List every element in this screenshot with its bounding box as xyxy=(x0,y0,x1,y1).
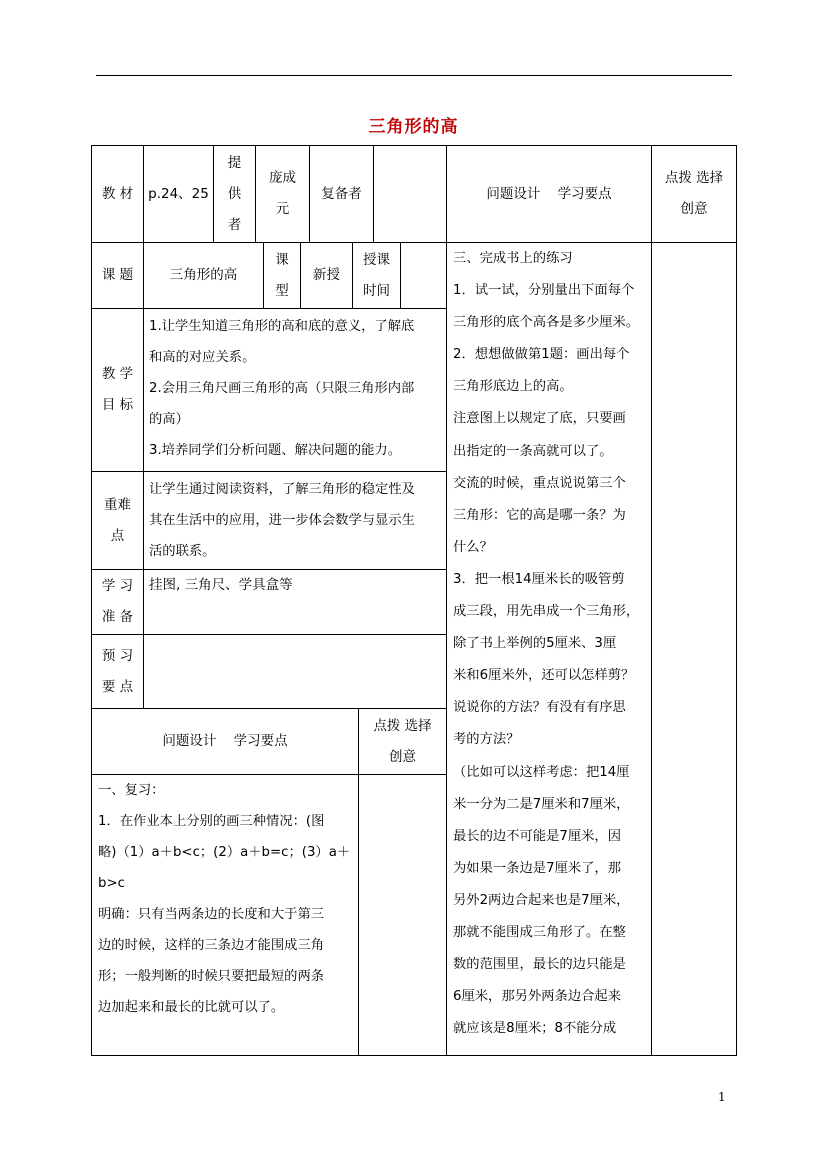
header-design-label: 问题设计 学习要点 xyxy=(486,185,612,202)
label-topic: 课 题 xyxy=(101,267,134,283)
review-text: 一、复习： 1．在作业本上分别的画三种情况：(图 略)（1）a＋b<c；(2）a＋b=c；(3）a＋ b>c 明确：只有当两条边的长度和大于第三 边的时候，这样的三条边才能围成三角 形；一般判断的时候只要把最短的两条 边加起来和最长的比就可以了。 xyxy=(98,783,351,1015)
exercise-text: 三、完成书上的练习 1．试一试，分别量出下面每个 三角形的底个高各是多少厘米。 2．想想做做第1题：画出每个 三角形底边上的高。 注意图上以规定了底，只要画 出指定的一条高就可以了。 交流的时候，重点说说第三个 三角形：它的高是哪一条？为 什么？ 3．把一根14厘米长的吸管剪 成三段，用先串成一个三角形， 除了书上举例的5厘米、3厘 米和6厘米外，还可以怎样剪？ 说说你的方法？有没有有序思 考的方法？ （比如可以这样考虑：把14厘 米一分为二是7厘米和7厘米， 最长的边不可能是7厘米，因 为如果一条边是7厘米了，那 另外2两边合起来也是7厘米， 那就不能围成三角形了。在整 数的范围里，最长的边只能是 6厘米，那另外两条边合起来 就应该是8厘米；8不能分成 xyxy=(453,251,640,1037)
lesson-type-value: 新授 xyxy=(313,267,340,283)
lower-guide-label: 点拨 选择 创意 xyxy=(373,717,432,765)
goals-text: 1.让学生知道三角形的高和底的意义，了解底 和高的对应关系。 2.会用三角尺画三角形的高（只限三角形内部 的高） 3.培养同学们分析问题、解决问题的能力。 xyxy=(149,319,415,458)
label-lesson-time: 授课 时间 xyxy=(363,251,390,299)
page-number: 1 xyxy=(718,1090,726,1104)
label-lesson-type: 课 型 xyxy=(275,251,289,299)
topic-value: 三角形的高 xyxy=(169,267,238,283)
label-textbook: 教 材 xyxy=(101,185,134,202)
label-preview: 预 习 要 点 xyxy=(101,647,134,695)
header-rule xyxy=(96,75,732,76)
preview-text xyxy=(144,635,446,708)
provider-name: 庞成 元 xyxy=(269,170,296,217)
label-goals: 教 学 目 标 xyxy=(101,366,134,413)
label-provider: 提 供 者 xyxy=(227,154,242,233)
key-points-text: 让学生通过阅读资料，了解三角形的稳定性及 其在生活中的应用，进一步体会数学与显示生 活的联系。 xyxy=(149,482,415,559)
lesson-time-value xyxy=(401,243,446,308)
prep-text: 挂图, 三角尺、学具盒等 xyxy=(149,577,293,593)
label-reviewer: 复备者 xyxy=(321,185,362,202)
reviewer-value xyxy=(374,146,446,242)
lower-design-label: 问题设计 学习要点 xyxy=(162,733,288,749)
page-title: 三角形的高 xyxy=(368,117,459,137)
textbook-pages: p.24、25 xyxy=(148,185,209,202)
label-prep: 学 习 准 备 xyxy=(101,578,134,625)
label-key-points: 重难 点 xyxy=(104,496,131,544)
header-guide-label: 点拨 选择 创意 xyxy=(664,170,724,217)
